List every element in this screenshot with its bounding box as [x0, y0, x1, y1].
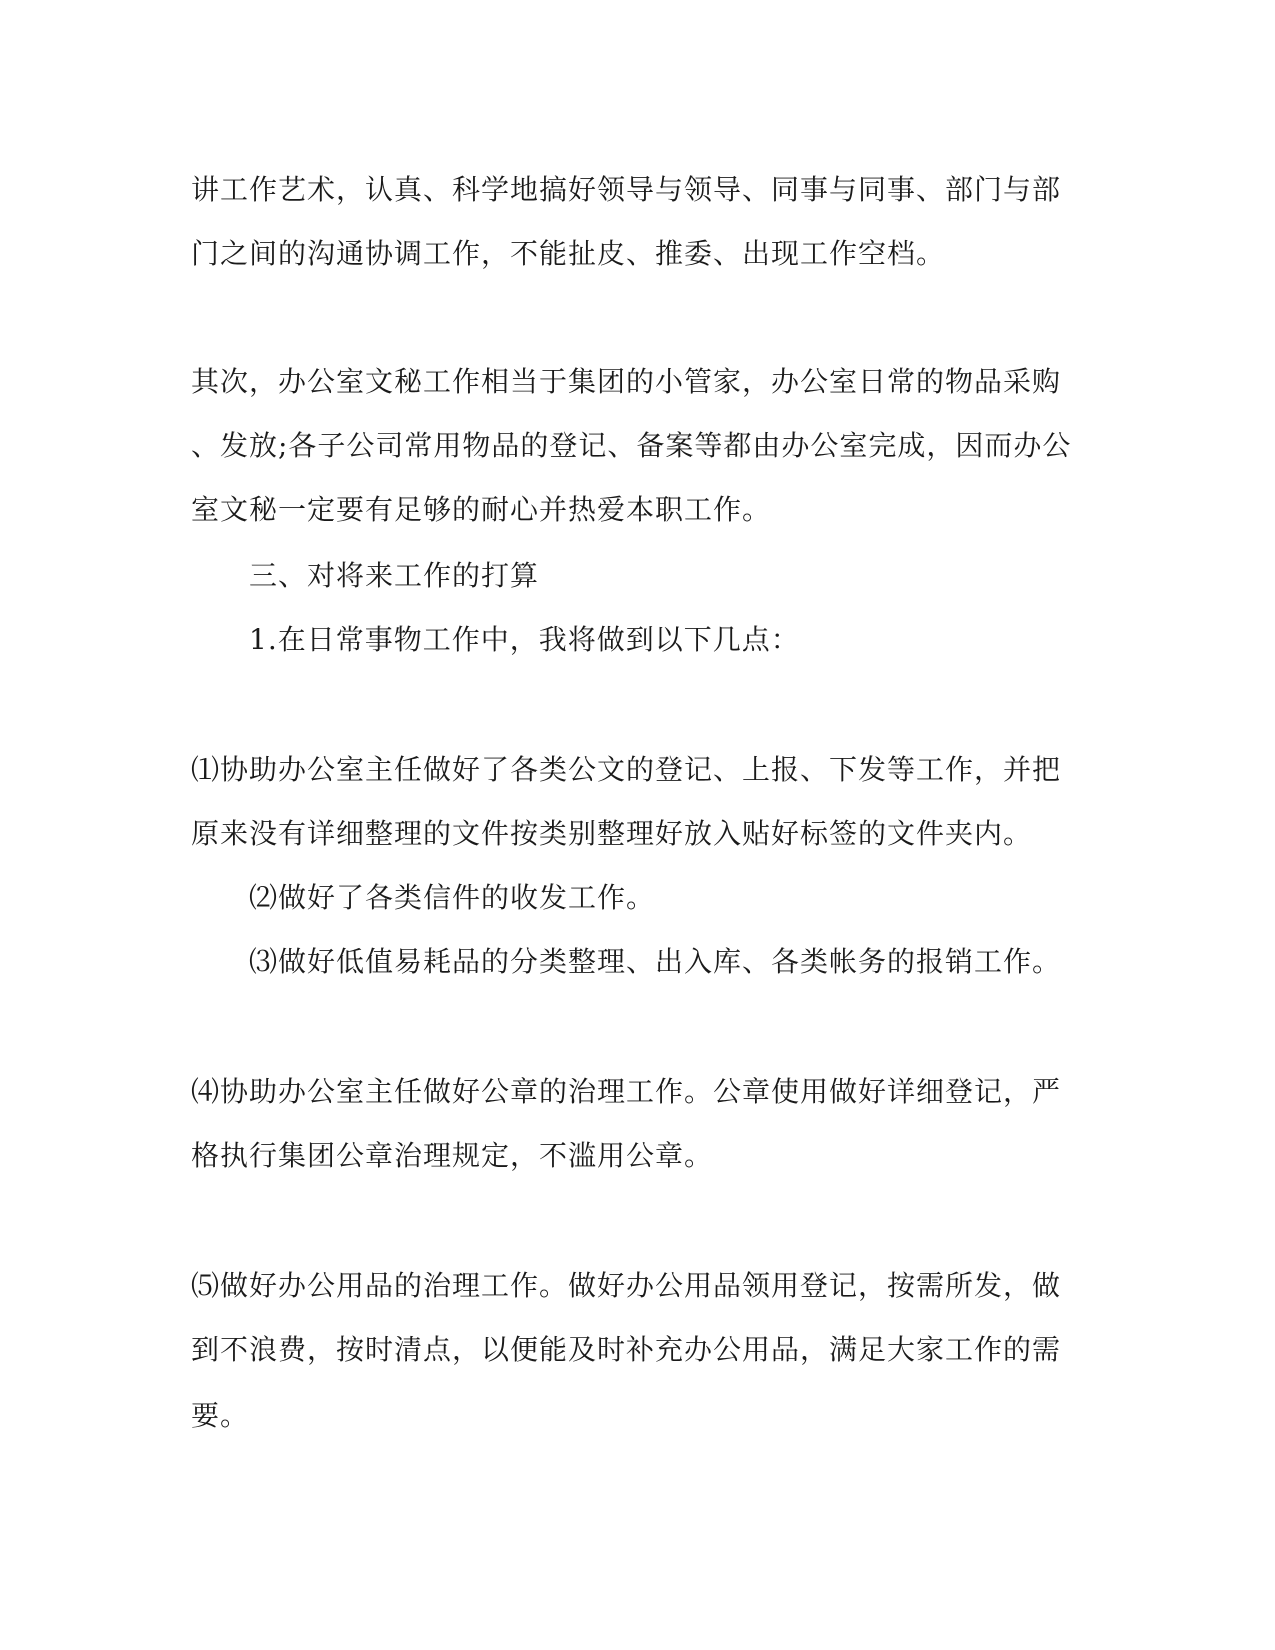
- paragraph-line: 室文秘一定要有足够的耐心并热爱本职工作。: [191, 493, 772, 526]
- section-heading: 三、对将来工作的打算: [249, 559, 540, 592]
- list-item-line: 到不浪费，按时清点，以便能及时补充办公用品，满足大家工作的需: [191, 1333, 1062, 1366]
- subsection-heading: 1.在日常事物工作中，我将做到以下几点：: [249, 623, 800, 656]
- paragraph-line: 、发放;各子公司常用物品的登记、备案等都由办公室完成，因而办公: [191, 429, 1072, 462]
- list-item-line: 原来没有详细整理的文件按类别整理好放入贴好标签的文件夹内。: [191, 817, 1033, 850]
- list-item-line: ⑵做好了各类信件的收发工作。: [249, 881, 656, 914]
- paragraph-line: 其次，办公室文秘工作相当于集团的小管家，办公室日常的物品采购: [191, 365, 1062, 398]
- list-item-line: 格执行集团公章治理规定，不滥用公章。: [191, 1139, 714, 1172]
- list-item-line: ⑸做好办公用品的治理工作。做好办公用品领用登记，按需所发，做: [191, 1269, 1062, 1302]
- paragraph-line: 讲工作艺术，认真、科学地搞好领导与领导、同事与同事、部门与部: [191, 173, 1062, 206]
- paragraph-line: 门之间的沟通协调工作，不能扯皮、推委、出现工作空档。: [191, 237, 946, 270]
- list-item-line: ⑶做好低值易耗品的分类整理、出入库、各类帐务的报销工作。: [249, 945, 1062, 978]
- list-item-line: ⑴协助办公室主任做好了各类公文的登记、上报、下发等工作，并把: [191, 753, 1062, 786]
- list-item-line: ⑷协助办公室主任做好公章的治理工作。公章使用做好详细登记，严: [191, 1075, 1062, 1108]
- list-item-line: 要。: [191, 1399, 250, 1432]
